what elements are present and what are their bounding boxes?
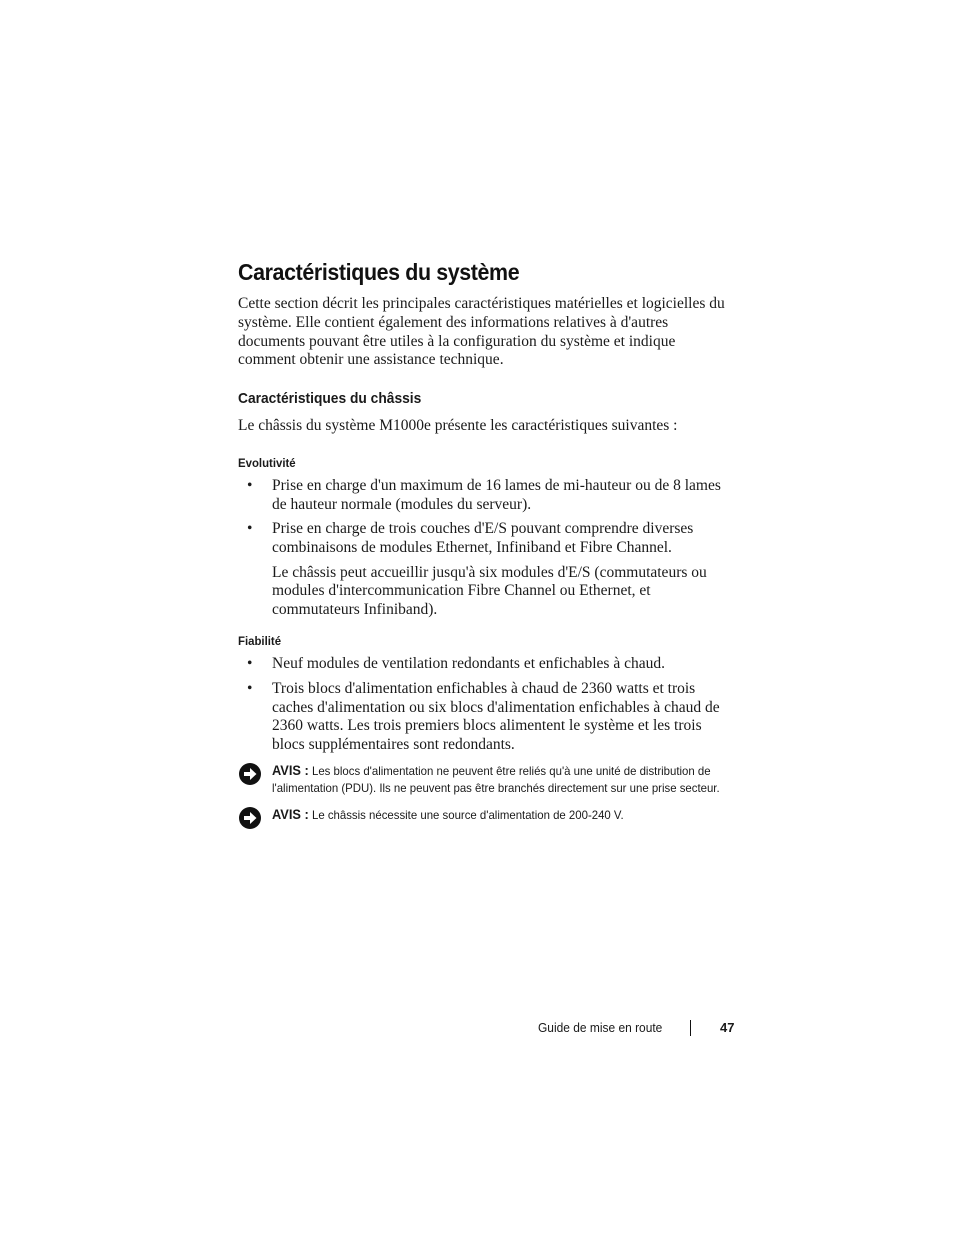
notice-body: Le châssis nécessite une source d'alimentation de 200-240 V. xyxy=(312,808,624,823)
notice-label: AVIS : xyxy=(272,807,309,823)
notice-arrow-icon xyxy=(238,806,262,830)
notice-text xyxy=(272,762,738,797)
notice-voltage xyxy=(238,806,738,824)
bullet-icon: • xyxy=(247,477,253,495)
fiabilite-list xyxy=(238,655,738,754)
list-item xyxy=(238,477,734,514)
notice-arrow-icon xyxy=(238,762,262,786)
chassis-heading: Caractéristiques du châssis xyxy=(238,390,422,408)
page-content xyxy=(238,258,738,824)
evolutivite-heading: Evolutivité xyxy=(238,456,296,471)
list-item-text: Trois blocs d'alimentation enfichables à chaud de 2360 watts et trois caches d'alimentation ou six blocs d'alimentation enfichables à chaud de 2360 watts. Les trois premiers blocs alimentent le système et les trois blocs supplémentaires sont redondants. xyxy=(272,679,720,753)
list-item xyxy=(238,655,734,674)
page-footer xyxy=(538,1018,738,1040)
bullet-icon: • xyxy=(247,679,253,697)
list-item xyxy=(238,520,734,619)
list-item-subparagraph: Le châssis peut accueillir jusqu'à six modules d'E/S (commutateurs ou modules d'intercommunication Fibre Channel ou Ethernet, et commutateurs Infiniband). xyxy=(272,563,707,618)
footer-title: Guide de mise en route xyxy=(538,1020,663,1035)
evolutivite-list xyxy=(238,477,738,619)
page-title: Caractéristiques du système xyxy=(238,259,520,285)
notice-text xyxy=(272,806,738,824)
footer-separator xyxy=(690,1020,691,1036)
list-item-text: Neuf modules de ventilation redondants et enfichables à chaud. xyxy=(272,655,665,673)
notice-label: AVIS : xyxy=(272,763,309,779)
notice-body: Les blocs d'alimentation ne peuvent être reliés qu'à une unité de distribution de l'alimentation (PDU). Ils ne peuvent pas être branchés directement sur une prise secteur. xyxy=(272,764,720,796)
notice-power-supply xyxy=(238,762,738,797)
chassis-lead: Le châssis du système M1000e présente les caractéristiques suivantes : xyxy=(238,417,678,435)
intro-paragraph: Cette section décrit les principales caractéristiques matérielles et logicielles du système. Elle contient également des informations relatives à d'autres documents pouvant être utiles à la configuration du système et indique comment obtenir une assistance technique. xyxy=(238,295,725,369)
list-item xyxy=(238,680,734,754)
bullet-icon: • xyxy=(247,655,253,673)
list-item-text: Prise en charge d'un maximum de 16 lames de mi-hauteur ou de 8 lames de hauteur normale (modules du serveur). xyxy=(272,477,721,513)
bullet-icon: • xyxy=(247,520,253,538)
page-number: 47 xyxy=(720,1020,735,1035)
fiabilite-heading: Fiabilité xyxy=(238,634,282,649)
list-item-text: Prise en charge de trois couches d'E/S pouvant comprendre diverses combinaisons de modules Ethernet, Infiniband et Fibre Channel. xyxy=(272,520,694,556)
